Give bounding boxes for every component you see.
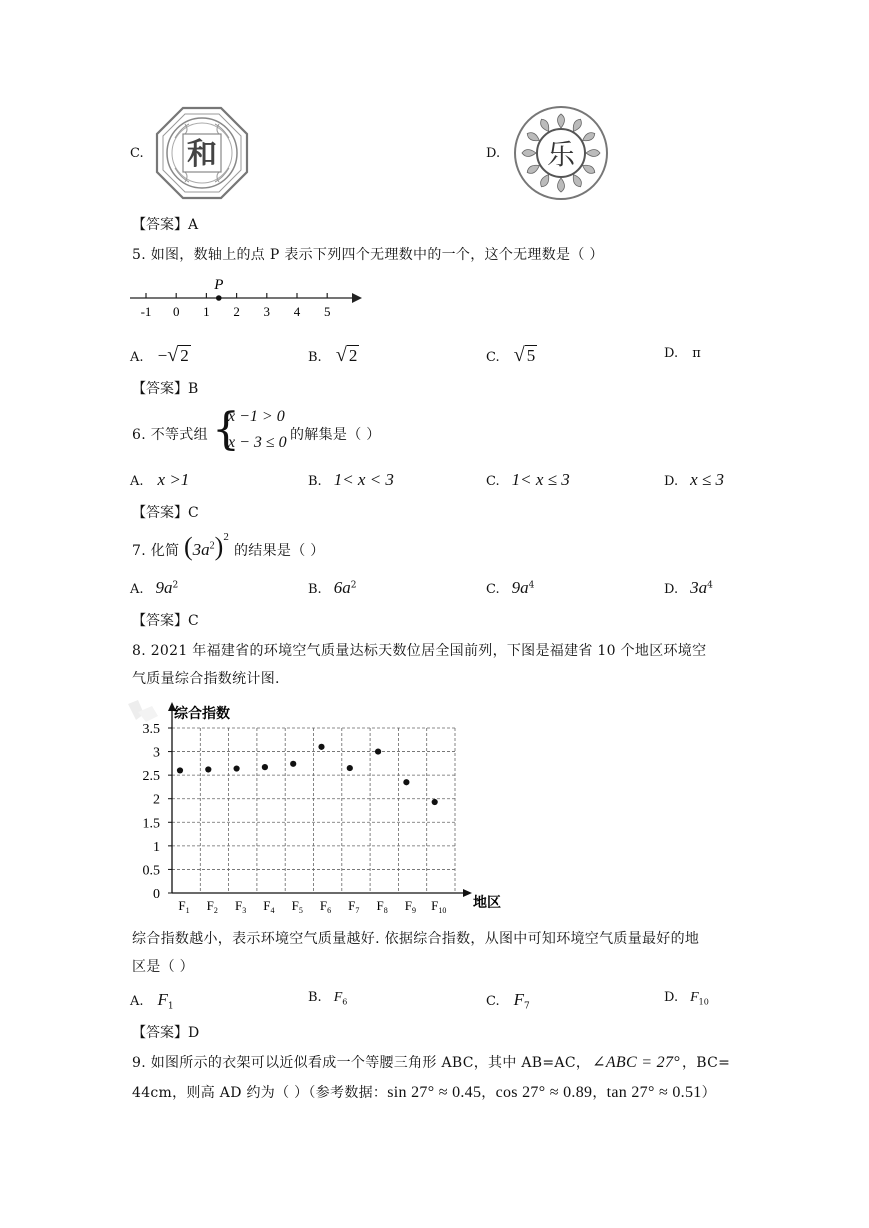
q7-answer: 【答案】C	[132, 613, 199, 629]
data-point	[347, 765, 353, 771]
data-point	[234, 765, 240, 771]
q5-stem: 5. 如图，数轴上的点 P 表示下列四个无理数中的一个，这个无理数是（ ）	[132, 247, 604, 263]
q9-line2: 44cm，则高 AD 约为（ ）（参考数据：sin 27° ≈ 0.45，cos 27° ≈ 0.89，tan 27° ≈ 0.51）	[132, 1084, 716, 1101]
q6-suffix: 的解集是（ ）	[290, 427, 381, 443]
data-point	[290, 761, 296, 767]
x-tick-label: $F_4$	[263, 898, 275, 915]
q8-text-line1: 综合指数越小，表示环境空气质量越好. 依据综合指数，从图中可知环境空气质量最好的地	[132, 931, 700, 947]
number-line-tick-label: -1	[140, 304, 152, 319]
emblem-le-char: 乐	[546, 140, 576, 171]
x-axis-title: 地区	[473, 896, 501, 911]
q6-line1: x −1 > 0	[228, 408, 285, 425]
watermark-fragment	[128, 700, 158, 722]
y-tick-label: 3	[153, 745, 160, 761]
q5-option-b: B. √ 2	[308, 344, 358, 366]
x-tick-label: $F_2$	[206, 898, 218, 915]
y-tick-label: 2.5	[142, 769, 160, 785]
y-tick-label: 3.5	[142, 722, 160, 737]
q6-option-d: D. x ≤ 3	[664, 470, 724, 489]
q5-option-d: D. π	[664, 346, 701, 361]
q8-stem-line2: 气质量综合指数统计图.	[132, 671, 280, 687]
q7-option-c: C. $9a^4$	[486, 578, 535, 597]
sqrt-symbol: √	[167, 344, 179, 366]
data-point	[318, 744, 324, 750]
q4-option-c-label: C.	[130, 146, 144, 161]
y-tick-label: 2	[153, 792, 160, 808]
number-line-tick-label: 2	[233, 304, 240, 319]
system-brace: {	[212, 404, 240, 455]
y-tick-label: 0.5	[142, 863, 160, 879]
x-tick-label: $F_3$	[234, 898, 247, 915]
emblem-he-char: 和	[187, 138, 217, 171]
x-tick-label: $F_{10}$	[431, 898, 447, 915]
q5-option-c: C. √ 5	[486, 344, 536, 366]
number-line-tick-label: 4	[293, 304, 301, 319]
q8-option-c: C. $F_7$	[486, 990, 530, 1012]
y-tick-label: 0	[153, 887, 160, 902]
q5-option-a: A. −√ 2	[130, 344, 189, 366]
q6-option-a: A. x >1	[130, 470, 190, 489]
scatter-chart	[126, 696, 516, 918]
x-tick-label: $F_9$	[404, 898, 417, 915]
data-point	[262, 764, 268, 770]
q5-answer: 【答案】B	[132, 381, 199, 397]
q7-option-a: A. $9a^2$	[130, 578, 179, 597]
q7-suffix: 的结果是（ ）	[234, 543, 325, 559]
sqrt-symbol: √	[513, 344, 525, 366]
point-p	[216, 295, 222, 301]
y-tick-label: 1	[153, 839, 160, 855]
data-point	[403, 779, 409, 785]
data-point	[375, 748, 381, 754]
number-line-tick-label: 3	[263, 304, 271, 319]
y-axis-title: 综合指数	[174, 707, 230, 722]
q4-option-d-label: D.	[486, 146, 501, 161]
emblem-le	[512, 104, 610, 202]
emblem-he	[155, 106, 249, 200]
number-line	[128, 276, 368, 320]
data-point	[432, 799, 438, 805]
q8-stem-line1: 8. 2021 年福建省的环境空气质量达标天数位居全国前列，下图是福建省 10 个地区环境空	[132, 643, 707, 659]
q6-answer: 【答案】C	[132, 505, 199, 521]
y-tick-label: 1.5	[142, 816, 160, 832]
q8-answer: 【答案】D	[132, 1025, 200, 1041]
x-tick-label: $F_7$	[348, 898, 360, 915]
q6-option-c: C. 1< x ≤ 3	[486, 470, 570, 489]
number-line-tick-label: 5	[323, 304, 331, 319]
q7-expression: $(3a^2)^2$	[184, 531, 229, 561]
x-tick-label: $F_1$	[178, 898, 190, 915]
data-point	[205, 766, 211, 772]
q9-line1: 9. 如图所示的衣架可以近似看成一个等腰三角形 ABC，其中 AB=AC， ∠ABC = 27° ，BC=	[132, 1054, 731, 1071]
q7-option-b: B. $6a^2$	[308, 578, 357, 597]
x-tick-label: $F_8$	[376, 898, 388, 915]
q7-prefix: 7. 化简	[132, 543, 180, 559]
x-tick-label: $F_5$	[291, 898, 303, 915]
q7-option-d: D. $3a^4$	[664, 578, 713, 597]
q4-answer: 【答案】A	[132, 217, 199, 233]
point-p-label: P	[214, 277, 224, 293]
q6-prefix: 6. 不等式组	[132, 427, 208, 443]
number-line-tick-label: 0	[172, 304, 180, 319]
q8-option-b: B. $F_6$	[308, 990, 348, 1007]
number-line-tick-label: 1	[203, 304, 210, 319]
q6-option-b: B. 1< x < 3	[308, 470, 394, 489]
data-point	[177, 767, 183, 773]
sqrt-symbol: √	[335, 344, 347, 366]
q6-line2: x − 3 ≤ 0	[228, 434, 287, 451]
q8-option-d: D. $F_{10}$	[664, 990, 709, 1007]
x-tick-label: $F_6$	[319, 898, 332, 915]
q8-text-line2: 区是（ ）	[132, 959, 194, 975]
q8-option-a: A. $F_1$	[130, 990, 174, 1012]
